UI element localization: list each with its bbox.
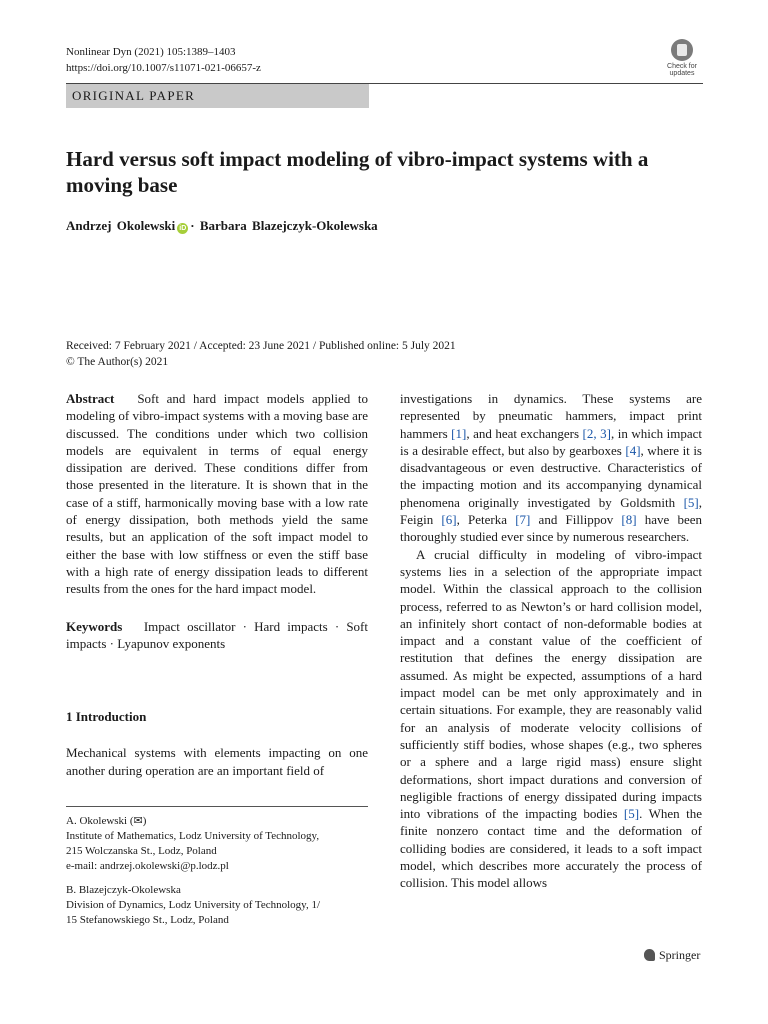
keywords-text: Impact oscillator · Hard impacts · Soft impacts · Lyapunov exponents (66, 618, 368, 651)
article-category: ORIGINAL PAPER (72, 88, 196, 103)
citation-link[interactable]: [1] (451, 425, 467, 441)
intro-paragraph-1 (400, 390, 702, 546)
article-category-bar (66, 84, 369, 108)
right-column (400, 390, 702, 892)
text-run: A crucial difficulty in modeling of vibro-impact systems lies in a selection of the appropriate impact model. Within the classical approach to the collision process, referred to as Newton’s or hard collision model, an infinitely short contact of non-deformable bodies at impact and a constant value of the coefficient of restitution that defines the energy dissipation are assumed. As might be expected, assumptions of a hard impact model can be met only approximately and in certain situations. For example, they are reasonably valid for an analysis of moderate velocity collisions of sufficiently stiff bodies, whose shapes (e.g., two spheres or a sphere and a large rigid mass) ensure slight deformations, short impact durations and conversion of negligible fractions of energy dissipated during impacts into vibrations of the impacting bodies (400, 546, 702, 822)
badge-text-2: updates (669, 70, 695, 77)
citation-link[interactable]: [2, 3] (582, 425, 611, 441)
citation-link[interactable]: [4] (625, 442, 641, 458)
affiliation-2-line: Division of Dynamics, Lodz University of Technology, 1/ (66, 899, 321, 911)
text-run: , Peterka (456, 512, 516, 528)
author-list (66, 218, 378, 234)
abstract (66, 390, 368, 598)
check-updates-icon (671, 39, 693, 61)
text-run: , Feigin (400, 494, 702, 528)
text-run: , in which impact is a desirable effect, but also by gearboxes (400, 425, 702, 458)
doi-link[interactable]: https://doi.org/10.1007/s11071-021-06657-z (66, 62, 261, 74)
copyright-line: © The Author(s) 2021 (66, 356, 169, 368)
keywords-heading: Keywords (66, 618, 123, 634)
author-affiliations (66, 814, 368, 928)
springer-horse-icon (644, 949, 655, 961)
check-for-updates-badge[interactable] (662, 38, 702, 80)
citation-link[interactable]: [7] (515, 512, 531, 528)
affiliation-2-name: B. Blazejczyk-Okolewska (66, 884, 181, 896)
author-1[interactable]: Andrzej Okolewski (66, 218, 176, 233)
text-run: . When the finite nonzero contact time and the deformation of colliding bodies are considered, it leads to a soft impact model, which describes more accurately the process of collision. This model allows (400, 806, 703, 891)
left-column (66, 390, 368, 779)
intro-paragraph-2 (400, 546, 702, 892)
text-run: investigations in dynamics. These systems are represented by pneumatic hammers, impact print hammers (400, 391, 702, 441)
keywords (66, 618, 368, 653)
badge-text-1: Check for (667, 63, 697, 70)
citation-link[interactable]: [8] (621, 512, 637, 528)
publisher-logo (644, 948, 700, 963)
affiliation-1-line: 215 Wolczanska St., Lodz, Poland (66, 845, 217, 857)
section-heading-introduction: 1 Introduction (66, 709, 147, 725)
abstract-text: Soft and hard impact models applied to modeling of vibro-impact systems with a moving base are discussed. The conditions under which two collision models are equivalent in terms of equal energy dissipation are derived. These conditions differ from those presented in the literature. It is shown that in the case of a stiff, harmonically moving base with a low rate of energy dissipation, both methods yield the same results, but an application of the soft impact model to either the base with low stiffness or even the stiff base with a high rate of energy dissipation leads to different results from the ones for the hard impact model. (66, 391, 368, 597)
journal-info (66, 44, 261, 76)
orcid-icon[interactable]: iD (179, 225, 187, 232)
citation-link[interactable]: [6] (441, 512, 457, 528)
text-run: , where it is disadvantageous or even destructive. Characteristics of the impacting motion and its accompanying dynamical phenomena originally investigated by Goldsmith (400, 442, 702, 510)
affiliation-2-line: 15 Stefanowskiego St., Lodz, Poland (66, 914, 229, 926)
footnote-divider (66, 806, 368, 807)
journal-citation: Nonlinear Dyn (2021) 105:1389–1403 (66, 46, 236, 58)
introduction-text-left: Mechanical systems with elements impacting on one another during operation are an important field of (66, 745, 368, 778)
text-run: have been thoroughly studied ever since by numerous researchers. (400, 512, 702, 545)
publisher-name: Springer (659, 948, 701, 962)
citation-link[interactable]: [5] (623, 806, 640, 822)
paper-title: Hard versus soft impact modeling of vibro-impact systems with a moving base (66, 147, 649, 197)
affiliation-1-line: Institute of Mathematics, Lodz University of Technology, (66, 830, 320, 842)
publication-dates (66, 338, 456, 370)
author-separator: · (190, 218, 195, 233)
citation-link[interactable]: [5] (683, 494, 699, 510)
affiliation-1-name: A. Okolewski (✉) (66, 815, 147, 827)
author-2[interactable]: Barbara Blazejczyk-Okolewska (199, 218, 378, 233)
text-run: , and heat exchangers (466, 425, 583, 441)
dates-line: Received: 7 February 2021 / Accepted: 23 June 2021 / Published online: 5 July 2021 (66, 340, 456, 352)
abstract-heading: Abstract (66, 391, 115, 406)
text-run: and Fillippov (530, 512, 622, 528)
affiliation-1-email[interactable]: e-mail: andrzej.okolewski@p.lodz.pl (66, 860, 229, 872)
